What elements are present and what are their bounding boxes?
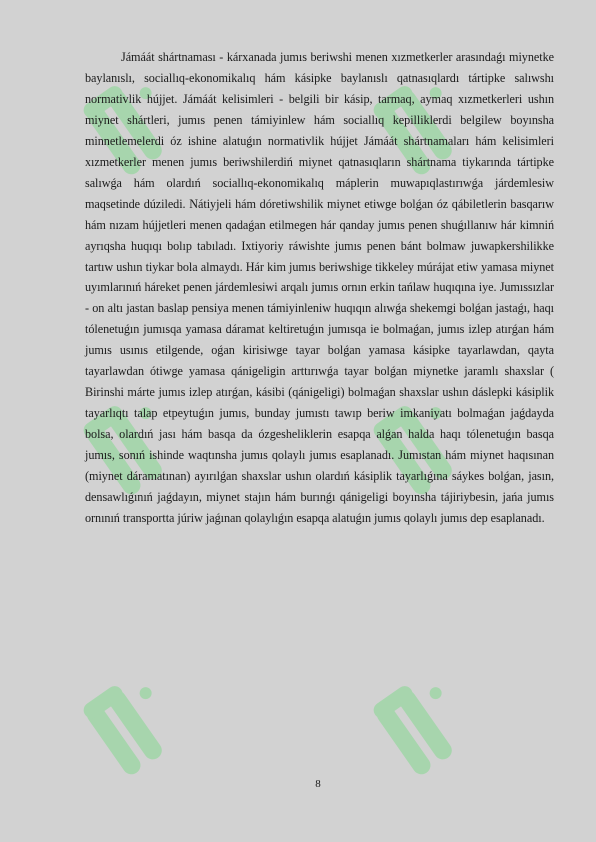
- watermark-logo: [70, 660, 200, 790]
- page-number: 8: [315, 778, 321, 790]
- body-paragraph: Jámáát shártnaması - kárxanada jumıs beriwshi menen xızmetkerler arasındaǵı miynetke baylanıslı, sociallıq-ekonomikalıq hám kásipke baylanıslı qatnasıqlardı tártipke salıwshı normativlik hújjet. Jámáát kelisimleri - belgili bir kásip, tarmaq, aymaq xızmetkerleri ushın miynet shártleri, jumıs penen támiyinlew hám sociallıq kepilliklerdi belgilew boyınsha minnetlemelerdi óz ishine alatuǵın normativlik hújjet Jámáát shártnamaları hám kelisimleri xızmetkerler menen jumıs beriwshilerdiń miynet qatnasıqların shártnama tiykarında tártipke salıwǵa hám olardıń sociallıq-ekonomikalıq máplerin muwapıqlastırıwǵa járdemlesiw maqsetinde dúziledi. Nátiyjeli hám dóretiwshilik miynet etiwge bolǵan óz qábiletlerin basqarıw hám nızam hújjetleri menen qadaǵan etilmegen hár qanday jumıs penen shuǵıllanıw hár kimniń ayrıqsha huqıqı bolıp tabıladı. Ixtiyoriy ráwishte jumıs penen bánt bolmaw juwapkershilikke tartıw ushın tiykar bola almaydı. Hár kim jumıs beriwshige tikkeley múrájat etiw yamasa miynet uyımlarınıń háreket penen járdemlesiwi arqalı jumıs ornın erkin tańlaw huqıqına iye. Jumıssızlar - on altı jastan baslap pensiya menen támiyinleniw huqıqın alıwǵa shekemgi bolǵan jastaǵı, haqı tólenetuǵın jumısqa yamasa dáramat keltiretuǵın jumısqa ie bolmaǵan, jumıs izlep atırǵan hám jumıs usınıs etilgende, oǵan kirisiwge tayar bolǵan yamasa kásipke tayarlawdan, qayta tayarlawdan ótiwge yamasa qánigeligin arttırıwǵa tayar bolǵan miynetke jaramlı shaxslar ( Birinshi márte jumıs izlep atırǵan, kásibi (qánigeligi) bolmaǵan shaxslar ushın dáslepki kásiplik tayarlıqtı talap etpeytuǵın jumıs, bunday jumıstı tawıp beriw imkaniyatı bolmaǵan jaǵdayda bolsa, olardıń jası hám basqa da ózgesheliklerin esapqa alǵan halda haqı tólenetuǵın basqa jumıs, sonıń ishinde waqtınsha jumıs qolaylı jumıs esaplanadı. Jumıstan hám miynet haqısınan (miynet dáramatınan) ayırılǵan shaxslar ushın olardıń kásiplik tayarlıǵına sáykes bolǵan, jasın, densawlıǵınıń jaǵdayın, miynet stajın hám burınǵı qánigeligi boyınsha tájiriybesin, jańa jumıs ornınıń transportta júriw jaǵınan qolaylıǵın esapqa alatuǵın jumıs qolaylı jumıs dep esaplanadı.: [85, 50, 554, 525]
- watermark-logo: [360, 660, 490, 790]
